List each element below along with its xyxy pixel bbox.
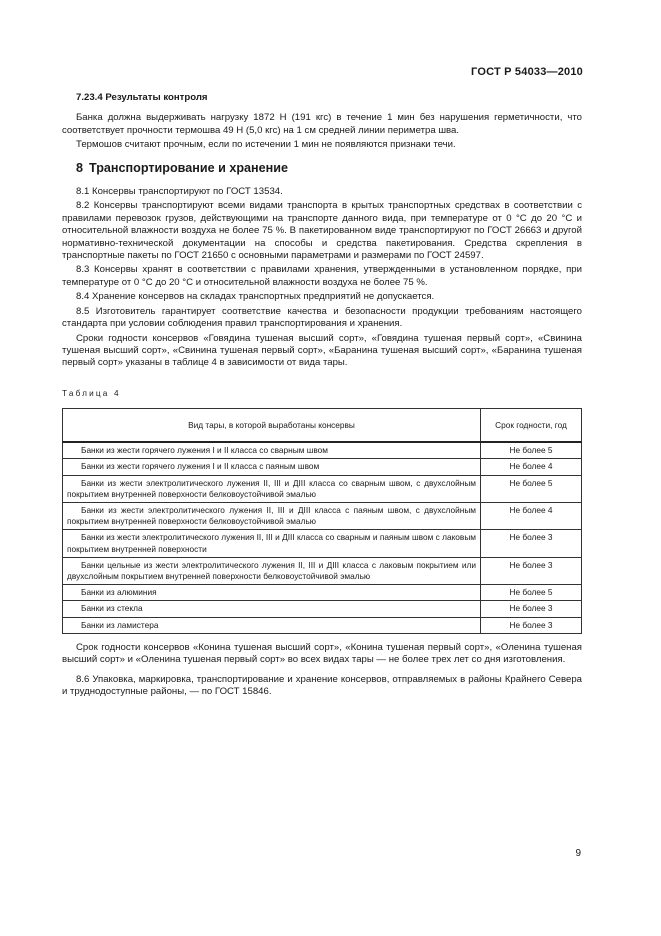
cell-shelf-life: Не более 3	[481, 601, 582, 617]
cell-container-type: Банки цельные из жести электролитического лужения II, III и ДIII класса с лаковым покрытием или двухслойным покрытием внутренней поверхности белковоустойчивой эмалью	[63, 557, 481, 584]
cell-shelf-life: Не более 5	[481, 475, 582, 502]
page-number: 9	[575, 848, 581, 859]
paragraph: 8.2 Консервы транспортируют всеми видами транспорта в крытых транспортных средствах в соответствии с правилами перевозок грузов, действующими на транспорте данного вида, при температуре от 0 °С до 20 °С и относительной влажности воздуха не более 75 %. В пакетированном виде транспортируют по ГОСТ 26663 и другой нормативно-технической документации на способы и средства пакетирования. Средства скрепления в транспортные пакеты по ГОСТ 21650 с основными параметрами и размерами по ГОСТ 24597.	[62, 200, 582, 262]
cell-container-type: Банки из жести электролитического лужения II, III и ДIII класса с паяным швом, с двухслойным покрытием внутренней поверхности белковоустойчивой эмалью	[63, 502, 481, 529]
cell-container-type: Банки из алюминия	[63, 585, 481, 601]
cell-container-type: Банки из жести горячего лужения I и II класса с паяным швом	[63, 459, 481, 475]
cell-shelf-life: Не более 3	[481, 557, 582, 584]
cell-shelf-life: Не более 3	[481, 530, 582, 557]
cell-container-type: Банки из жести горячего лужения I и II класса со сварным швом	[63, 442, 481, 459]
table-row	[63, 601, 582, 617]
cell-container-type: Банки из стекла	[63, 601, 481, 617]
shelf-life-table	[62, 408, 582, 634]
paragraph: 8.6 Упаковка, маркировка, транспортирование и хранение консервов, отправляемых в районы Крайнего Севера и труднодоступные районы, — по ГОСТ 15846.	[62, 673, 582, 697]
cell-shelf-life: Не более 5	[481, 585, 582, 601]
cell-container-type: Банки из ламистера	[63, 617, 481, 633]
paragraph: Срок годности консервов «Конина тушеная высший сорт», «Конина тушеная первый сорт», «Оленина тушеная высший сорт» и «Оленина тушеная первый сорт» во всех видах тары — не более трех лет со дня изготовления.	[62, 641, 582, 666]
paragraph: 8.5 Изготовитель гарантирует соответствие качества и безопасности продукции требованиям настоящего стандарта при условии соблюдения правил транспортирования и хранения.	[62, 305, 582, 330]
cell-container-type: Банки из жести электролитического лужения II, III и ДIII класса со сварным швом, с двухслойным покрытием внутренней поверхности белковоустойчивой эмалью	[63, 475, 481, 502]
table-row	[63, 585, 582, 601]
table-caption: Таблица 4	[62, 388, 121, 398]
table-row	[63, 475, 582, 502]
table-row	[63, 442, 582, 459]
paragraph: 8.1 Консервы транспортируют по ГОСТ 13534.	[76, 186, 283, 198]
table-row	[63, 459, 582, 475]
cell-shelf-life: Не более 5	[481, 442, 582, 459]
section-heading: Транспортирование и хранение	[89, 160, 288, 175]
table-header-row	[63, 409, 582, 443]
table-row	[63, 617, 582, 633]
table-row	[63, 502, 582, 529]
page-content	[62, 92, 582, 700]
cell-container-type: Банки из жести электролитического лужения II, III и ДIII класса со сварным и паяным швом с лаковым покрытием внутренней поверхности	[63, 530, 481, 557]
paragraph: Сроки годности консервов «Говядина тушеная высший сорт», «Говядина тушеная первый сорт», «Свинина тушеная высший сорт», «Свинина тушеная первый сорт», «Баранина тушеная высший сорт», «Баранина тушеная первый сорт» указаны в таблице 4 в зависимости от вида тары.	[62, 332, 582, 369]
subsection-title: 7.23.4 Результаты контроля	[76, 92, 208, 103]
document-id: ГОСТ Р 54033—2010	[471, 66, 583, 78]
cell-shelf-life: Не более 3	[481, 617, 582, 633]
paragraph: Термошов считают прочным, если по истечении 1 мин не появляются признаки течи.	[76, 139, 456, 151]
cell-shelf-life: Не более 4	[481, 502, 582, 529]
header-container-type: Вид тары, в которой выработаны консервы	[63, 409, 481, 443]
paragraph: Банка должна выдерживать нагрузку 1872 Н (191 кгс) в течение 1 мин без нарушения герметичности, что соответствует прочности термошва 49 Н (5,0 кгс) на 1 см средней линии периметра шва.	[62, 112, 582, 136]
section-title	[62, 162, 582, 174]
table-row	[63, 530, 582, 557]
paragraph: 8.3 Консервы хранят в соответствии с правилами хранения, утвержденными в установленном порядке, при температуре от 0 °С до 20 °С и относительной влажности воздуха не более 75 %.	[62, 264, 582, 288]
header-shelf-life: Срок годности, год	[481, 409, 582, 443]
cell-shelf-life: Не более 4	[481, 459, 582, 475]
paragraph: 8.4 Хранение консервов на складах транспортных предприятий не допускается.	[76, 291, 435, 303]
section-number: 8	[76, 160, 84, 175]
table-row	[63, 557, 582, 584]
